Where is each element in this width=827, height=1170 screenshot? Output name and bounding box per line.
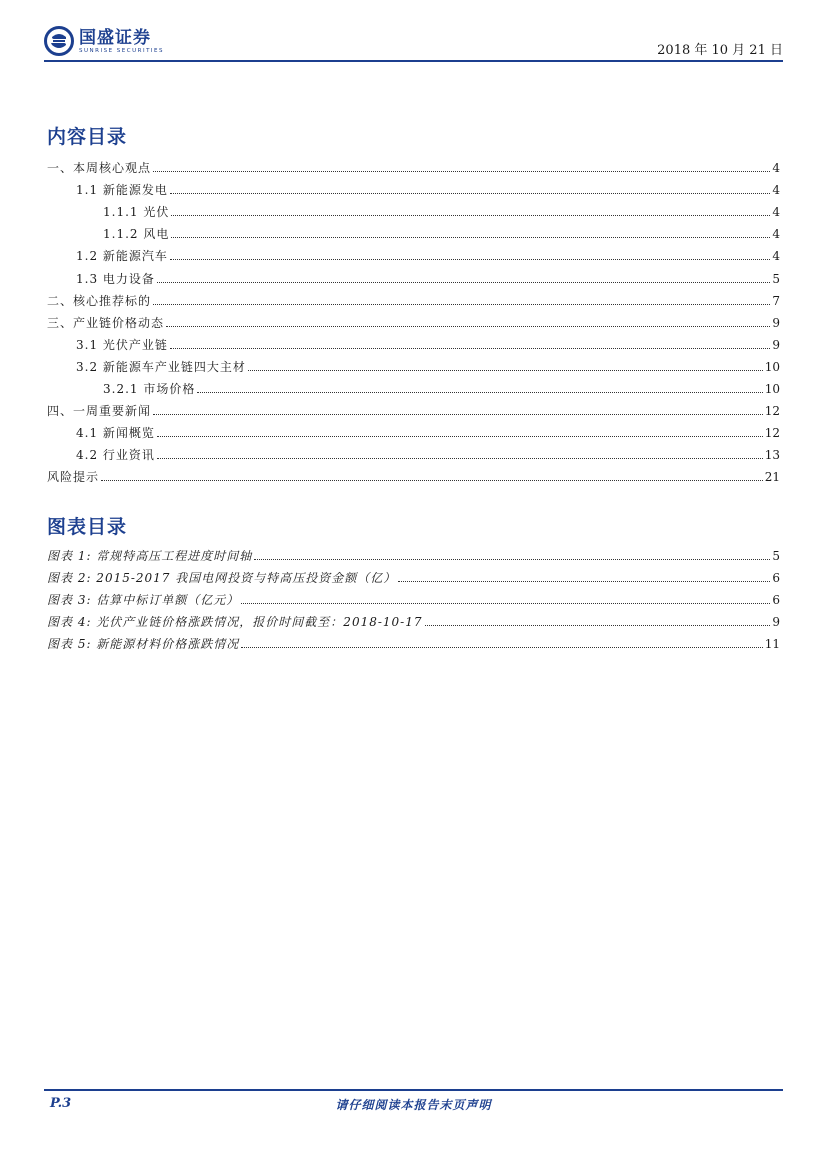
entry-page-number: 6: [772, 593, 780, 608]
disclaimer-note: 请仔细阅读本报告末页声明: [335, 1098, 492, 1112]
toc-entry[interactable]: [47, 219, 780, 241]
entry-label: 一、本周核心观点: [47, 161, 152, 176]
dot-leader: [153, 170, 770, 172]
figures-title: 图表目录: [47, 516, 128, 538]
toc-entry[interactable]: [47, 396, 780, 418]
entry-page-number: 7: [772, 293, 780, 308]
entry-page-number: 5: [772, 549, 780, 564]
entry-label: 1.3 电力设备: [76, 271, 155, 286]
entry-label: 二、核心推荐标的: [47, 293, 152, 308]
toc-entry[interactable]: [47, 374, 780, 396]
dot-leader: [157, 457, 763, 459]
entry-page-number: 10: [764, 359, 780, 374]
entry-label: 四、一周重要新闻: [47, 404, 152, 419]
dot-leader: [170, 192, 770, 194]
entry-label: 图表 1: 常规特高压工程进度时间轴: [47, 549, 253, 564]
logo-name-en: SUNRISE SECURITIES: [79, 47, 165, 54]
entry-page-number: 10: [764, 382, 780, 397]
footer-divider: [44, 1089, 783, 1091]
entry-page-number: 11: [764, 637, 780, 652]
toc-entry[interactable]: [47, 308, 780, 330]
entry-label: 图表 4: 光伏产业链价格涨跌情况，报价时间截至：2018-10-17: [47, 615, 423, 630]
toc-entry[interactable]: [47, 241, 780, 263]
entry-page-number: 4: [772, 205, 780, 220]
dot-leader: [248, 369, 763, 371]
dot-leader: [157, 281, 770, 283]
entry-page-number: 5: [772, 271, 780, 286]
dot-leader: [170, 347, 770, 349]
toc-entry[interactable]: [47, 153, 780, 175]
dot-leader: [153, 413, 763, 415]
entry-label: 风险提示: [47, 470, 100, 485]
entry-label: 4.2 行业资讯: [76, 448, 155, 463]
entry-page-number: 21: [764, 470, 780, 485]
page-number: P.3: [50, 1096, 72, 1111]
entry-label: 1.1.2 风电: [103, 227, 170, 242]
entry-label: 图表 5: 新能源材料价格涨跌情况: [47, 637, 240, 652]
entry-page-number: 4: [772, 227, 780, 242]
entry-label: 3.2 新能源车产业链四大主材: [76, 359, 246, 374]
dot-leader: [398, 580, 770, 582]
header-divider: [44, 60, 783, 62]
company-logo: [44, 26, 164, 56]
figure-entry[interactable]: [47, 629, 780, 651]
figures-list: [47, 541, 780, 651]
toc-entry[interactable]: [47, 418, 780, 440]
dot-leader: [166, 325, 770, 327]
dot-leader: [241, 602, 770, 604]
dot-leader: [241, 646, 762, 648]
entry-label: 1.1 新能源发电: [76, 183, 168, 198]
dot-leader: [425, 624, 771, 626]
entry-label: 图表 3: 估算中标订单额（亿元）: [47, 593, 240, 608]
dot-leader: [157, 435, 763, 437]
dot-leader: [197, 391, 762, 393]
toc-entry[interactable]: [47, 352, 780, 374]
dot-leader: [171, 236, 770, 238]
toc-entry[interactable]: [47, 440, 780, 462]
entry-label: 三、产业链价格动态: [47, 315, 165, 330]
figure-entry[interactable]: [47, 585, 780, 607]
entry-page-number: 13: [764, 448, 780, 463]
entry-label: 3.2.1 市场价格: [103, 382, 196, 397]
toc-entry[interactable]: [47, 175, 780, 197]
entry-label: 1.2 新能源汽车: [76, 249, 168, 264]
contents-title: 内容目录: [47, 126, 128, 148]
figure-entry[interactable]: [47, 563, 780, 585]
entry-page-number: 12: [764, 426, 780, 441]
page-header: [44, 24, 783, 64]
report-date: 2018 年 10 月 21 日: [657, 43, 783, 58]
entry-page-number: 4: [772, 183, 780, 198]
entry-label: 图表 2: 2015-2017 我国电网投资与特高压投资金额（亿）: [47, 571, 397, 586]
toc-entry[interactable]: [47, 197, 780, 219]
figure-entry[interactable]: [47, 607, 780, 629]
entry-label: 4.1 新闻概览: [76, 426, 155, 441]
toc-entry[interactable]: [47, 330, 780, 352]
entry-label: 1.1.1 光伏: [103, 205, 170, 220]
entry-page-number: 9: [772, 315, 780, 330]
logo-icon: [44, 26, 74, 56]
toc-entry[interactable]: [47, 263, 780, 285]
entry-page-number: 4: [772, 161, 780, 176]
toc-entry[interactable]: [47, 462, 780, 484]
entry-label: 3.1 光伏产业链: [76, 337, 168, 352]
entry-page-number: 12: [764, 404, 780, 419]
toc-entry[interactable]: [47, 286, 780, 308]
dot-leader: [153, 303, 770, 305]
logo-name-cn: 国盛证券: [79, 27, 151, 48]
entry-page-number: 6: [772, 571, 780, 586]
dot-leader: [170, 258, 770, 260]
dot-leader: [101, 479, 763, 481]
entry-page-number: 4: [772, 249, 780, 264]
entry-page-number: 9: [772, 615, 780, 630]
entry-page-number: 9: [772, 337, 780, 352]
contents-list: [47, 153, 780, 484]
dot-leader: [254, 558, 770, 560]
figure-entry[interactable]: [47, 541, 780, 563]
dot-leader: [171, 214, 770, 216]
